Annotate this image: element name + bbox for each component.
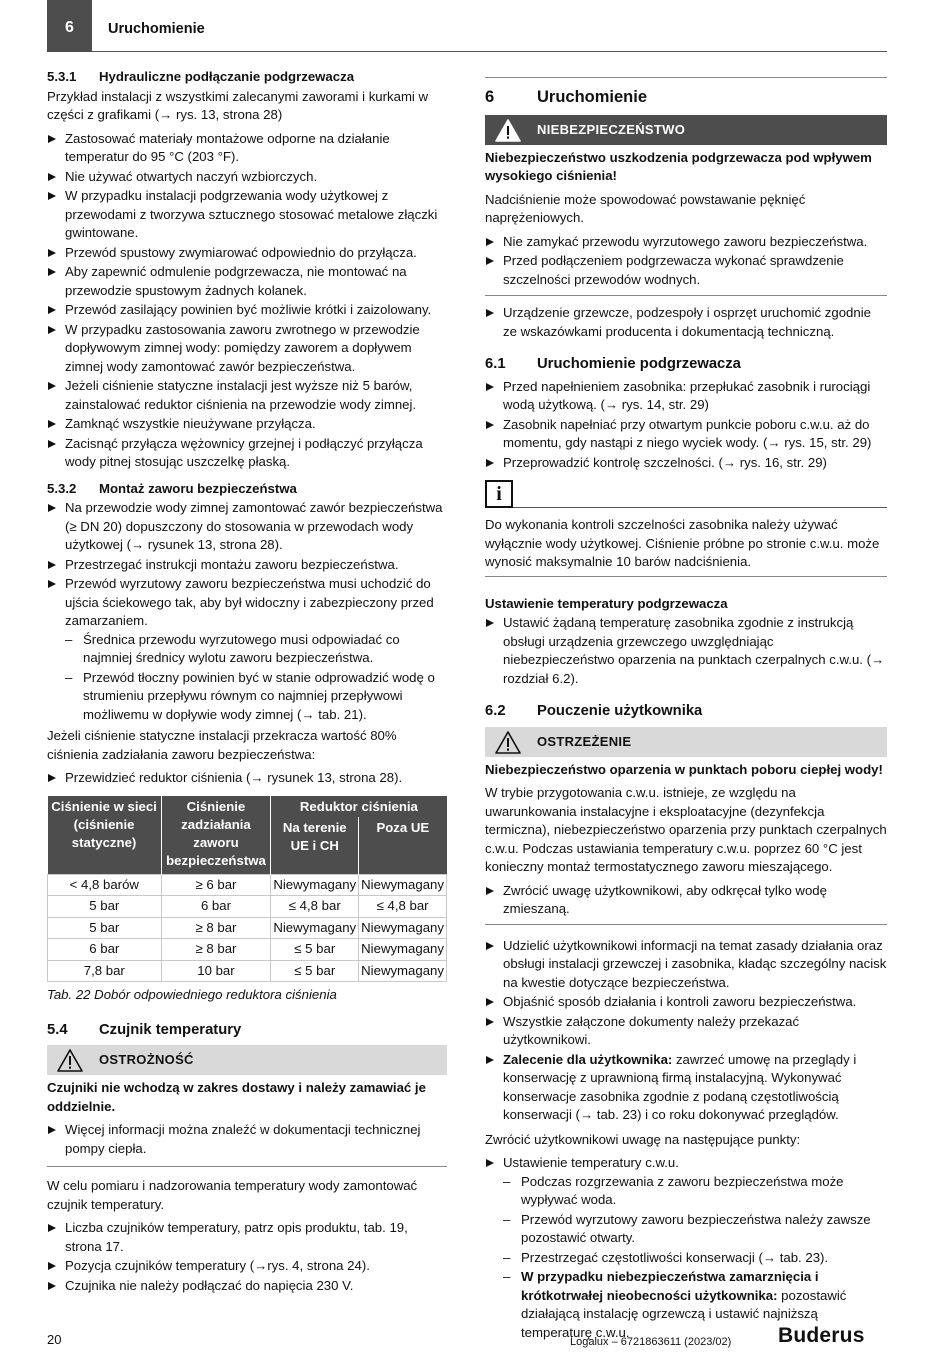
- section-6-list: [485, 304, 887, 341]
- divider: [485, 77, 887, 78]
- table-cell: ≥ 8 bar: [161, 917, 271, 939]
- section-5-4-list: [47, 1219, 447, 1295]
- table-cell: ≤ 4,8 bar: [359, 896, 447, 918]
- caution-banner: [47, 1045, 447, 1075]
- table-cell: ≥ 8 bar: [161, 939, 271, 961]
- sub-list-item: – Przewód tłoczny powinien być w stanie odprowadzić wodę o strumieniu przepływu równym co najmniej przepływowi możliwemu w dopływie wody zimnej (→ tab. 21).: [65, 669, 447, 725]
- section-6-2-paragraph: Zwrócić użytkownikowi uwagę na następujące punkty:: [485, 1131, 801, 1147]
- list-item: Ustawić żądaną temperaturę zasobnika zgodnie z instrukcją obsługi urządzenia grzewczego uwzględniając niebezpieczeństwo oparzenia na punktach czerpalnych c.w.u. (→ rozdział 6.2).: [485, 614, 887, 688]
- warning-list: [485, 882, 887, 919]
- section-5-3-1-heading: 5.3.1 Hydrauliczne podłączanie podgrzewacza: [47, 69, 355, 84]
- section-6-heading: 6 Uruchomienie: [485, 88, 648, 106]
- list-item: Zastosować materiały montażowe odporne na działanie temperatur do 95 °C (203 °F).: [47, 130, 447, 167]
- section-5-4-paragraph: W celu pomiaru i nadzorowania temperatury wody zamontować czujnik temperatury.: [47, 1178, 418, 1212]
- list-item: Pozycja czujników temperatury (→rys. 4, strona 24).: [47, 1257, 447, 1276]
- table-header: Poza UE: [359, 816, 447, 874]
- warning-triangle-icon: [57, 1049, 83, 1072]
- caution-list: [47, 1121, 447, 1158]
- section-6-1-list: [485, 378, 887, 473]
- table-cell: Niewymagany: [359, 917, 447, 939]
- table-cell: 6 bar: [48, 939, 162, 961]
- left-column: [47, 68, 447, 1301]
- table-row: [48, 917, 447, 939]
- divider: [485, 924, 887, 925]
- warning-label: OSTRZEŻENIE: [537, 733, 632, 749]
- table-cell: 6 bar: [161, 896, 271, 918]
- section-6-2-list: [485, 937, 887, 1125]
- divider: [485, 576, 887, 577]
- list-item: Aby zapewnić odmulenie podgrzewacza, nie montować na przewodzie spustowym żadnych kolanek.: [47, 263, 447, 300]
- caution-label: OSTROŻNOŚĆ: [99, 1052, 194, 1068]
- page-header: [47, 0, 887, 52]
- list-item: Udzielić użytkownikowi informacji na temat zasady działania oraz obsługi instalacji grzewczej i zasobnika, kładąc szczególny nacisk na kwestie dotyczące bezpieczeństwa.: [485, 937, 887, 993]
- list-item: Czujnika nie należy podłączać do napięcia 230 V.: [47, 1277, 447, 1296]
- table-cell: Niewymagany: [271, 874, 359, 896]
- list-item: Przed napełnieniem zasobnika: przepłukać zasobnik i rurociągi wodą użytkową. (→ rys. 14, str. 29): [485, 378, 887, 415]
- danger-bold-text: Niebezpieczeństwo uszkodzenia podgrzewacza pod wpływem wysokiego ciśnienia!: [485, 149, 872, 183]
- table-cell: 10 bar: [161, 960, 271, 982]
- buderus-logo: Buderus: [778, 1324, 865, 1347]
- table-header: Ciśnienie w sieci (ciśnienie statyczne): [48, 796, 162, 875]
- list-item: Przed podłączeniem podgrzewacza wykonać sprawdzenie szczelności przewodów wodnych.: [485, 252, 887, 289]
- info-banner: [485, 480, 887, 510]
- list-item: Zalecenie dla użytkownika: zawrzeć umowę na przeglądy i konserwację z uprawnioną firmą instalacyjną. Wykonywać konserwacje zasobnika zgodnie z podaną częstotliwością konserwacji (→ tab. 23) i co roku dokonywać przeglądów.: [485, 1051, 887, 1125]
- list-item: Na przewodzie wody zimnej zamontować zawór bezpieczeństwa (≥ DN 20) dopuszczony do stosowania w przewodach wody użytkowej (→ rysunek 13, strona 28).: [47, 499, 447, 555]
- table-row: [48, 896, 447, 918]
- table-header-group: Reduktor ciśnienia: [271, 796, 447, 817]
- table-cell: ≤ 5 bar: [271, 960, 359, 982]
- table-cell: Niewymagany: [359, 939, 447, 961]
- table-row: [48, 960, 447, 982]
- chapter-number: 6: [47, 0, 92, 52]
- section-5-3-2-list: [47, 499, 447, 724]
- table-cell: 5 bar: [48, 917, 162, 939]
- right-column: [485, 68, 887, 1348]
- sub-list: [503, 1173, 887, 1343]
- list-item: Urządzenie grzewcze, podzespoły i osprzęt uruchomić zgodnie ze wskazówkami producenta i dokumentacją techniczną.: [485, 304, 887, 341]
- list-item: Przewód wyrzutowy zaworu bezpieczeństwa musi uchodzić do ujścia ściekowego tak, aby był widoczny i zabezpieczony przed zamarzaniem. – Średnica przewodu wyrzutowego musi odpowiadać co najmniej średnicy wylotu zaworu bezpieczeństwa. – Przewód tłoczny powinien być w stanie odprowadzić wodę o strumieniu przepływu równym co najmniej przepływowi możliwemu w dopływie wody zimnej (→ tab. 21).: [47, 575, 447, 724]
- section-5-3-2-list-2: [47, 769, 447, 788]
- list-item: Przewód spustowy zwymiarować odpowiednio do przyłącza.: [47, 244, 447, 263]
- danger-list: [485, 233, 887, 290]
- section-5-3-1-list: [47, 130, 447, 472]
- warning-banner: [485, 727, 887, 757]
- section-5-3-1-intro: Przykład instalacji z wszystkimi zalecanymi zaworami i kurkami w części z grafikami (→ rys. 13, strona 28): [47, 88, 429, 122]
- table-cell: < 4,8 barów: [48, 874, 162, 896]
- warning-paragraph: W trybie przygotowania c.w.u. istnieje, ze względu na uwarunkowania instalacyjne i eksploatacyjne (dezynfekcja termiczna), niebezpieczeństwo oparzenia przy punktach czerpalnych c.w.u. Podczas ustawiania temperatury c.w.u. poprzez 60 °C jest konieczny montaż termostatycznego zaworu mieszającego.: [485, 785, 887, 874]
- table-cell: ≤ 5 bar: [271, 939, 359, 961]
- danger-paragraph: Nadciśnienie może spowodować powstawanie pęknięć naprężeniowych.: [485, 191, 806, 225]
- section-6-2-heading: 6.2 Pouczenie użytkownika: [485, 703, 703, 719]
- table-row: [48, 939, 447, 961]
- list-item: Liczba czujników temperatury, patrz opis produktu, tab. 19, strona 17.: [47, 1219, 447, 1256]
- section-5-3-2-paragraph: Jeżeli ciśnienie statyczne instalacji przekracza wartość 80% ciśnienia zadziałania zaworu bezpieczeństwa:: [47, 728, 397, 762]
- sub-list-item: – Przestrzegać częstotliwości konserwacji (→ tab. 23).: [503, 1249, 887, 1268]
- warning-triangle-icon: [495, 119, 521, 142]
- section-6-2-list-2: [485, 1154, 887, 1342]
- list-item: Jeżeli ciśnienie statyczne instalacji jest wyższe niż 5 barów, zainstalować reduktor ciśnienia na przewodzie wody zimnej.: [47, 377, 447, 414]
- table-header: Na terenie UE i CH: [271, 816, 359, 874]
- list-item: W przypadku instalacji podgrzewania wody użytkowej z przewodami z tworzywa sztucznego stosować metalowe złączki gwintowane.: [47, 187, 447, 243]
- table-cell: ≤ 4,8 bar: [271, 896, 359, 918]
- list-item: Objaśnić sposób działania i kontroli zaworu bezpieczeństwa.: [485, 993, 887, 1012]
- list-item: Zacisnąć przyłącza wężownicy grzejnej i podłączyć przyłącza wody pitnej stosując uszczelkę płaską.: [47, 435, 447, 472]
- list-item: W przypadku zastosowania zaworu zwrotnego w przewodzie dopływowym zimnej wody: pomiędzy zaworem a dopływem zimnej wody zamontować zawór bezpieczeństwa.: [47, 321, 447, 377]
- table-cell: Niewymagany: [271, 917, 359, 939]
- list-item: Przewód zasilający powinien być możliwie krótki i zaizolowany.: [47, 301, 447, 320]
- sub-list-item: – W przypadku niebezpieczeństwa zamarznięcia i krótkotrwałej nieobecności użytkownika: pozostawić działającą instalację ogrzewczą i ustawić najniższą temperaturę c.w.u.: [503, 1268, 887, 1342]
- table-cell: Niewymagany: [359, 960, 447, 982]
- info-text: Do wykonania kontroli szczelności zasobnika należy używać wyłącznie wody użytkowej. Ciśnienie próbne po stronie c.w.u. może wynosić maksymalnie 10 barów nadciśnienia.: [485, 517, 880, 569]
- table-cell: ≥ 6 bar: [161, 874, 271, 896]
- sub-list-item: – Średnica przewodu wyrzutowego musi odpowiadać co najmniej średnicy wylotu zaworu bezpieczeństwa.: [65, 631, 447, 668]
- list-item: Zasobnik napełniać przy otwartym punkcie poboru c.w.u. aż do momentu, gdy nastąpi z niego wyciek wody. (→ rys. 15, str. 29): [485, 416, 887, 453]
- divider: [485, 295, 887, 296]
- table-cell: 5 bar: [48, 896, 162, 918]
- chapter-title: Uruchomienie: [108, 21, 205, 37]
- list-item: Nie używać otwartych naczyń wzbiorczych.: [47, 168, 447, 187]
- list-item: Zamknąć wszystkie nieużywane przyłącza.: [47, 415, 447, 434]
- list-item: Więcej informacji można znaleźć w dokumentacji technicznej pompy ciepła.: [47, 1121, 447, 1158]
- list-item: Zwrócić uwagę użytkownikowi, aby odkręcał tylko wodę zmieszaną.: [485, 882, 887, 919]
- list-item: Przewidzieć reduktor ciśnienia (→ rysunek 13, strona 28).: [47, 769, 447, 788]
- table-row: [48, 874, 447, 896]
- danger-label: NIEBEZPIECZEŃSTWO: [537, 121, 686, 137]
- document-info: Logalux – 6721863611 (2023/02): [570, 1336, 732, 1348]
- sub-list: [65, 631, 447, 725]
- list-item: Wszystkie załączone dokumenty należy przekazać użytkownikowi.: [485, 1013, 887, 1050]
- list-item: Przestrzegać instrukcji montażu zaworu bezpieczeństwa.: [47, 556, 447, 575]
- temperature-setting-list: [485, 614, 887, 688]
- list-item: Nie zamykać przewodu wyrzutowego zaworu bezpieczeństwa.: [485, 233, 887, 252]
- table-cell: Niewymagany: [359, 874, 447, 896]
- sub-list-item: – Przewód wyrzutowy zaworu bezpieczeństwa należy zawsze pozostawić otwarty.: [503, 1211, 887, 1248]
- table-cell: 7,8 bar: [48, 960, 162, 982]
- list-item: Ustawienie temperatury c.w.u. – Podczas rozgrzewania z zaworu bezpieczeństwa może wypływać woda. – Przewód wyrzutowy zaworu bezpieczeństwa należy zawsze pozostawić otwarty. – Przestrzegać częstotliwości konserwacji (→ tab. 23). – W przypadku niebezpieczeństwa zamarznięcia i krótkotrwałej nieobecności użytkownika: pozostawić działającą instalację ogrzewczą i ustawić najniższą temperaturę c.w.u.: [485, 1154, 887, 1342]
- warning-triangle-icon: [495, 731, 521, 754]
- temperature-setting-heading: Ustawienie temperatury podgrzewacza: [485, 595, 728, 611]
- section-5-3-2-heading: 5.3.2 Montaż zaworu bezpieczeństwa: [47, 480, 297, 496]
- section-6-1-heading: 6.1 Uruchomienie podgrzewacza: [485, 356, 741, 372]
- pressure-reducer-table: [47, 796, 447, 983]
- table-header: Ciśnienie zadziałania zaworu bezpieczeństwa: [161, 796, 271, 875]
- list-item: Przeprowadzić kontrolę szczelności. (→ rys. 16, str. 29): [485, 454, 887, 473]
- section-5-4-heading: 5.4 Czujnik temperatury: [47, 1021, 242, 1038]
- warning-bold-text: Niebezpieczeństwo oparzenia w punktach poboru ciepłej wody!: [485, 761, 883, 777]
- page-number: 20: [47, 1332, 62, 1347]
- table-caption: Tab. 22 Dobór odpowiedniego reduktora ciśnienia: [47, 987, 337, 1003]
- info-icon: i: [485, 480, 513, 508]
- divider: [47, 1166, 447, 1167]
- danger-banner: [485, 115, 887, 145]
- caution-bold-text: Czujniki nie wchodzą w zakres dostawy i należy zamawiać je oddzielnie.: [47, 1080, 426, 1114]
- sub-list-item: – Podczas rozgrzewania z zaworu bezpieczeństwa może wypływać woda.: [503, 1173, 887, 1210]
